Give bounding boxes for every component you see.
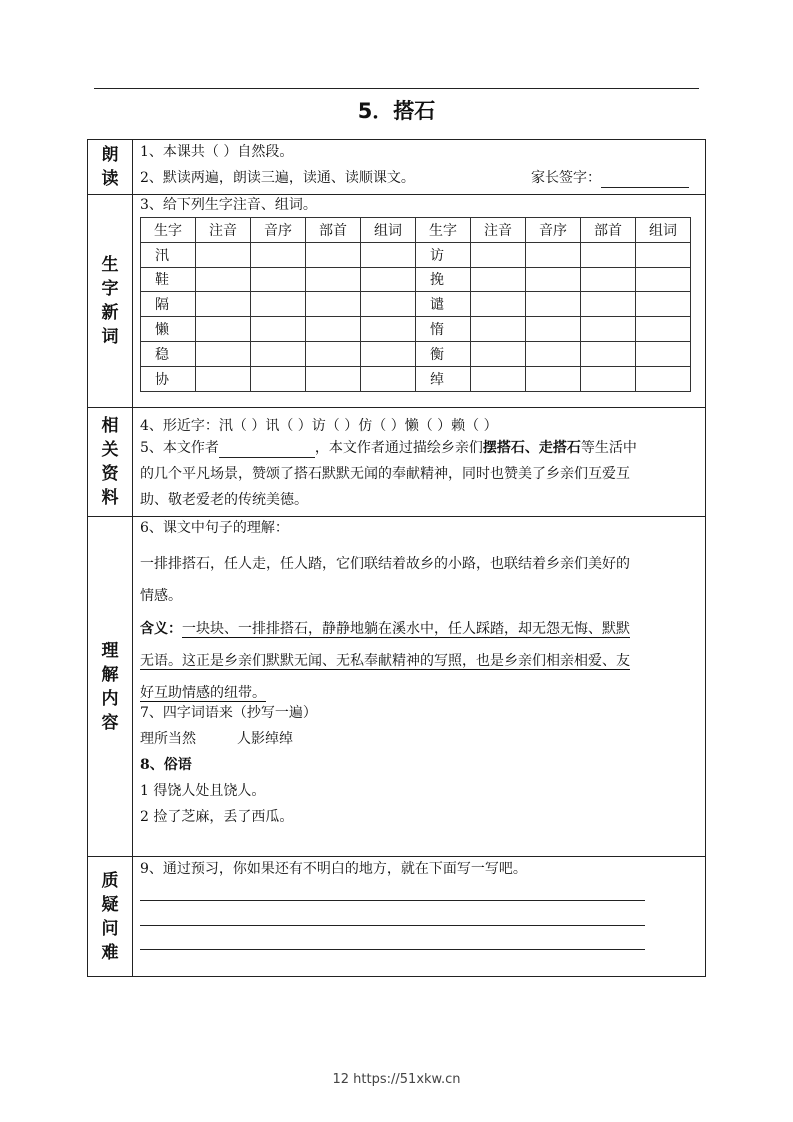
- label-char: 相: [101, 416, 119, 436]
- table-row: [141, 292, 691, 317]
- order-cell[interactable]: [526, 267, 581, 292]
- word-cell[interactable]: [636, 242, 691, 267]
- idiom-question: 7、四字词语来（抄写一遍）: [140, 705, 317, 721]
- char-cell: 挽: [416, 267, 471, 292]
- char-cell: 隔: [141, 292, 196, 317]
- signature-field[interactable]: [531, 168, 689, 188]
- radical-cell[interactable]: [581, 242, 636, 267]
- pinyin-cell[interactable]: [471, 341, 526, 366]
- similar-chars-line: 4、形近字：汛（ ）讯（ ）访（ ）仿（ ）懒（ ）赖（ ）: [140, 418, 498, 434]
- order-cell[interactable]: [526, 341, 581, 366]
- word-cell[interactable]: [361, 366, 416, 391]
- label-char: 理: [101, 640, 119, 661]
- sentence-question: 6、课文中句子的理解：: [140, 520, 289, 536]
- radical-cell[interactable]: [306, 292, 361, 317]
- column-header: 注音: [196, 218, 251, 243]
- table-header-row: [141, 218, 691, 243]
- char-cell: 懒: [141, 317, 196, 342]
- answer-line[interactable]: [140, 949, 645, 950]
- author-text-bold: 摆搭石、走搭石: [482, 440, 581, 456]
- radical-cell[interactable]: [581, 317, 636, 342]
- order-cell[interactable]: [526, 242, 581, 267]
- char-cell: 协: [141, 366, 196, 391]
- label-char: 朗: [101, 145, 119, 165]
- pinyin-cell[interactable]: [196, 341, 251, 366]
- signature-label: 家长签字：: [531, 170, 601, 186]
- label-char: 内: [101, 688, 119, 709]
- quote-line-2: 情感。: [140, 588, 182, 604]
- word-cell[interactable]: [361, 341, 416, 366]
- row-divider: [88, 516, 705, 517]
- author-blank[interactable]: [219, 443, 315, 458]
- column-header: 组词: [636, 218, 691, 243]
- table-row: [141, 341, 691, 366]
- order-cell[interactable]: [251, 267, 306, 292]
- word-cell[interactable]: [636, 292, 691, 317]
- table-row: [141, 366, 691, 391]
- radical-cell[interactable]: [306, 366, 361, 391]
- char-cell: 鞋: [141, 267, 196, 292]
- char-cell: 衡: [416, 341, 471, 366]
- column-header: 生字: [416, 218, 471, 243]
- row-divider: [88, 856, 705, 857]
- questions-prompt: 9、通过预习，你如果还有不明白的地方，就在下面写一写吧。: [140, 861, 527, 877]
- radical-cell[interactable]: [581, 366, 636, 391]
- word-cell[interactable]: [636, 366, 691, 391]
- meaning-line-2: 无语。这正是乡亲们默默无闻、无私奉献精神的写照，也是乡亲们相亲相爱、友: [140, 653, 630, 669]
- word-cell[interactable]: [361, 292, 416, 317]
- label-column-divider: [132, 140, 133, 976]
- row-divider: [88, 407, 705, 408]
- pinyin-cell[interactable]: [471, 292, 526, 317]
- table-row: [141, 267, 691, 292]
- page-title: 5．搭石: [357, 99, 436, 123]
- author-text-b: ，本文作者通过描绘乡亲们: [314, 440, 483, 456]
- table-row: [141, 317, 691, 342]
- radical-cell[interactable]: [581, 292, 636, 317]
- label-char: 生: [101, 255, 119, 275]
- column-header: 音序: [526, 218, 581, 243]
- column-header: 组词: [361, 218, 416, 243]
- author-line-3: 助、敬老爱老的传统美德。: [140, 492, 308, 508]
- proverb-1: 1 得饶人处且饶人。: [140, 783, 266, 799]
- section-label-reading: [88, 140, 132, 194]
- proverb-2: 2 捡了芝麻，丢了西瓜。: [140, 809, 294, 825]
- label-char: 新: [101, 303, 119, 323]
- answer-line[interactable]: [140, 925, 645, 926]
- author-text-a: 5、本文作者: [140, 440, 219, 456]
- pinyin-cell[interactable]: [471, 242, 526, 267]
- order-cell[interactable]: [251, 341, 306, 366]
- word-cell[interactable]: [636, 317, 691, 342]
- label-char: 问: [101, 918, 119, 939]
- word-cell[interactable]: [361, 317, 416, 342]
- section-label-related: [88, 408, 132, 516]
- answer-line[interactable]: [140, 900, 645, 901]
- vocab-instruction: 3、给下列生字注音、组词。: [140, 197, 317, 213]
- pinyin-cell[interactable]: [196, 317, 251, 342]
- table-row: [141, 242, 691, 267]
- word-cell[interactable]: [361, 267, 416, 292]
- radical-cell[interactable]: [306, 267, 361, 292]
- label-char: 字: [101, 279, 119, 299]
- order-cell[interactable]: [251, 242, 306, 267]
- order-cell[interactable]: [526, 292, 581, 317]
- pinyin-cell[interactable]: [471, 267, 526, 292]
- signature-line[interactable]: [601, 173, 689, 188]
- pinyin-cell[interactable]: [471, 366, 526, 391]
- order-cell[interactable]: [526, 366, 581, 391]
- section-label-understanding: [88, 517, 132, 856]
- order-cell[interactable]: [251, 317, 306, 342]
- meaning-line-3: 好互助情感的纽带。: [140, 685, 266, 701]
- section-label-questions: [88, 857, 132, 976]
- radical-cell[interactable]: [581, 267, 636, 292]
- idiom-1: 理所当然: [140, 731, 196, 747]
- order-cell[interactable]: [251, 366, 306, 391]
- column-header: 生字: [141, 218, 196, 243]
- label-char: 容: [101, 712, 119, 733]
- meaning-line-1: [140, 619, 630, 639]
- proverb-heading: 8、俗语: [140, 757, 192, 773]
- char-cell: 稳: [141, 341, 196, 366]
- reading-line-1: 1、本课共（ ）自然段。: [140, 144, 294, 160]
- column-header: 部首: [581, 218, 636, 243]
- meaning-text-1: 一块块、一排排搭石，静静地躺在溪水中，任人踩踏，却无怨无悔、默默: [182, 621, 630, 637]
- char-cell: 访: [416, 242, 471, 267]
- reading-line-2: 2、默读两遍，朗读三遍，读通、读顺课文。: [140, 170, 415, 186]
- pinyin-cell[interactable]: [196, 366, 251, 391]
- top-rule: [94, 88, 699, 89]
- radical-cell[interactable]: [581, 341, 636, 366]
- label-char: 解: [101, 664, 119, 685]
- section-label-vocab: [88, 195, 132, 407]
- word-cell[interactable]: [636, 267, 691, 292]
- label-char: 质: [101, 870, 119, 891]
- label-char: 关: [101, 440, 119, 460]
- page-footer[interactable]: 12 https://51xkw.cn: [332, 1072, 461, 1087]
- word-cell[interactable]: [636, 341, 691, 366]
- char-cell: 惰: [416, 317, 471, 342]
- column-header: 音序: [251, 218, 306, 243]
- order-cell[interactable]: [526, 317, 581, 342]
- label-char: 料: [101, 488, 119, 508]
- author-line-2: 的几个平凡场景，赞颂了搭石默默无闻的奉献精神，同时也赞美了乡亲们互爱互: [140, 466, 630, 482]
- author-line: [140, 438, 637, 458]
- column-header: 注音: [471, 218, 526, 243]
- pinyin-cell[interactable]: [471, 317, 526, 342]
- label-char: 资: [101, 464, 119, 484]
- author-text-c: 等生活中: [580, 440, 637, 456]
- radical-cell[interactable]: [306, 317, 361, 342]
- idiom-2: 人影绰绰: [237, 731, 293, 747]
- meaning-label: 含义：: [140, 621, 182, 637]
- order-cell[interactable]: [251, 292, 306, 317]
- word-cell[interactable]: [361, 242, 416, 267]
- char-cell: 汛: [141, 242, 196, 267]
- pinyin-cell[interactable]: [196, 292, 251, 317]
- label-char: 疑: [101, 894, 119, 915]
- quote-line-1: 一排排搭石，任人走，任人踏，它们联结着故乡的小路，也联结着乡亲们美好的: [140, 556, 630, 572]
- worksheet-table: [87, 139, 706, 977]
- radical-cell[interactable]: [306, 341, 361, 366]
- radical-cell[interactable]: [306, 242, 361, 267]
- char-cell: 绰: [416, 366, 471, 391]
- column-header: 部首: [306, 218, 361, 243]
- pinyin-cell[interactable]: [196, 267, 251, 292]
- label-char: 词: [101, 327, 119, 347]
- char-cell: 谴: [416, 292, 471, 317]
- pinyin-cell[interactable]: [196, 242, 251, 267]
- vocab-table: [140, 217, 691, 392]
- label-char: 读: [101, 169, 119, 189]
- label-char: 难: [101, 942, 119, 963]
